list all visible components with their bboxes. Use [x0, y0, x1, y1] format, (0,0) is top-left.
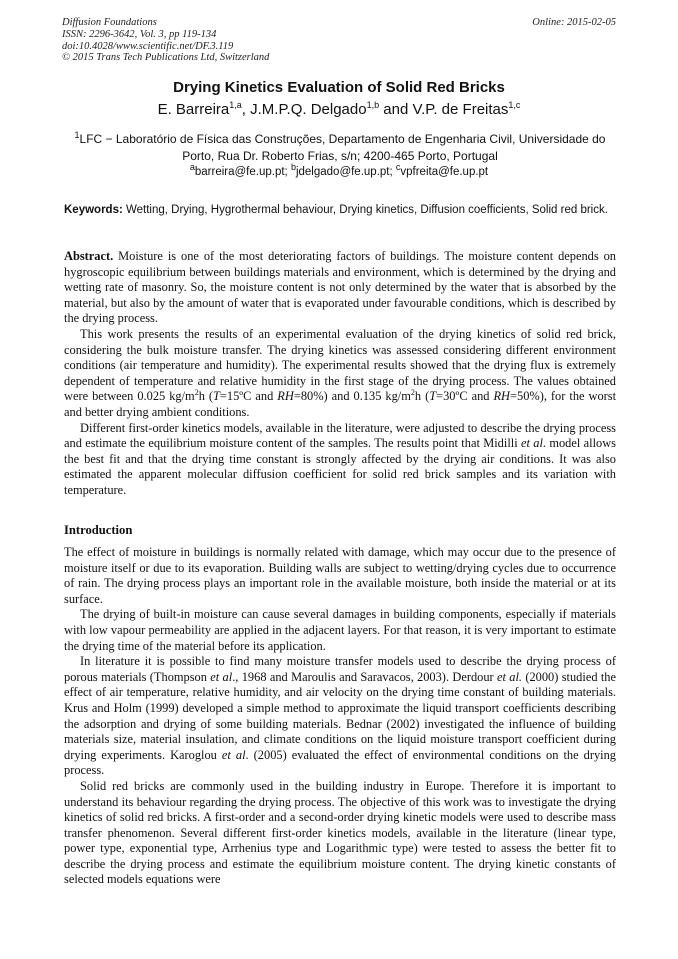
author-separator: ,	[241, 101, 251, 118]
email-link[interactable]: barreira@fe.up.pt;	[194, 166, 291, 178]
italic-run: et al	[210, 669, 233, 684]
author-list	[0, 101, 678, 118]
introduction-body	[64, 545, 616, 888]
abstract-label: Abstract.	[64, 249, 114, 263]
journal-name: Diffusion Foundations	[62, 17, 157, 28]
affiliation	[64, 131, 616, 165]
italic-run: T	[429, 389, 437, 404]
keywords	[64, 202, 616, 218]
body-paragraph: The effect of moisture in buildings is normally related with damage, which may occur due to the presence of moisture itself or due to its evaporation. Building walls are subject to wetting/drying cycles due to occurrence of rain. The drying process plays an important role in the available moisture, both inside the material or at its surface.	[64, 545, 616, 606]
text-run: =15ºC and	[219, 389, 278, 404]
keywords-label: Keywords:	[64, 204, 123, 216]
body-paragraph	[64, 654, 616, 779]
text-run: Different first-order kinetics models, available in the literature, were adjusted to describe the drying process and estimate the equilibrium moisture content of the samples. The results point that Midilli	[64, 420, 616, 451]
online-date: Online: 2015-02-05	[532, 17, 616, 28]
author-name: E. Barreira	[157, 101, 230, 118]
affiliation-marker: 1	[74, 130, 80, 140]
italic-run: et al	[221, 747, 246, 762]
journal-doi: doi:10.4028/www.scientific.net/DF.3.119	[62, 40, 234, 52]
superscript: 2	[194, 388, 199, 398]
email-link[interactable]: vpfreita@fe.up.pt	[400, 166, 489, 178]
abstract-paragraph	[64, 421, 616, 499]
text-run: . (2005) evaluated the effect of environmental conditions on the drying process.	[64, 747, 616, 778]
keywords-text: Wetting, Drying, Hygrothermal behaviour, Drying kinetics, Diffusion coefficients, Solid red brick.	[122, 204, 608, 216]
email-marker: c	[395, 162, 401, 173]
paper-title: Drying Kinetics Evaluation of Solid Red Bricks	[173, 79, 505, 96]
text-run: ., 1968 and Maroulis and Saravacos, 2003). Derdour	[232, 669, 497, 684]
body-paragraph: The drying of built-in moisture can cause several damages in building components, especially if materials with low vapour permeability are applied in the adjacent layers. For that reason, it is very important to estimate the drying time of the material before its application.	[64, 607, 616, 653]
journal-header	[62, 17, 616, 64]
text-run: =80%) and 0.135 kg/m	[293, 389, 411, 404]
author-separator: and	[379, 101, 413, 118]
abstract-text: Moisture is one of the most deteriorating factors of buildings. The moisture content depends on hygroscopic equilibrium between buildings materials and environment, which is determined by the drying and wetting rate of masonry. So, the moisture content is not only determined by the water that is absorbed by the material, but also by the amount of water that is evaporated under favourable conditions, which is described by the drying process.	[64, 249, 616, 326]
author-name: J.M.P.Q. Delgado	[250, 101, 367, 118]
text-run: This work presents the results of an experimental evaluation of the drying kinetics of solid red brick, considering the bulk moisture transfer. The drying kinetics was assessed considering different environment conditions (air temperature and humidity). The experimental results showed that the drying flux is extremely dependent of temperature and relative humidity in the first stage of the drying process. The values obtained were between 0.025 kg/m	[64, 326, 616, 404]
author-name: V.P. de Freitas	[412, 101, 509, 118]
affiliation-text: LFC − Laboratório de Física das Construções, Departamento de Engenharia Civil, Universidade do Porto, Rua Dr. Roberto Frias, s/n; 4200-465 Porto, Portugal	[79, 132, 606, 163]
abstract-paragraph	[64, 249, 616, 327]
italic-run: et al	[520, 436, 543, 451]
author-emails	[0, 162, 678, 178]
text-run: =50%), for the worst and better drying ambient conditions.	[64, 389, 617, 419]
author-affil-marker: 1,a	[229, 100, 242, 110]
italic-run: RH	[277, 389, 294, 404]
italic-run: T	[213, 389, 220, 404]
email-link[interactable]: jdelgado@fe.up.pt;	[295, 166, 396, 178]
text-run: =30ºC and	[436, 389, 494, 404]
text-run: (2000) studied the effect of air temperature, relative humidity, and air velocity on the drying time constant of building materials. Krus and Holm (1999) developed a simple method to approximate the liquid transport coefficients describing the adsorption and drying of some building materials. Bednar (2002) investigated the influence of building materials size, material insulation, and climate conditions on the liquid moisture transport coefficient during drying experiments. Karoglou	[64, 669, 616, 762]
email-marker: b	[290, 162, 296, 173]
journal-issn: ISSN: 2296-3642, Vol. 3, pp 119-134	[62, 28, 217, 40]
text-run: h (	[414, 389, 430, 404]
text-run: . model allows the best fit and that the drying time constant is strongly affected by the drying air conditions. It was also estimated the apparent molecular diffusion coefficient for solid red brick samples and its variation with temperature.	[64, 436, 616, 497]
text-run: h (	[198, 389, 214, 404]
journal-copyright: © 2015 Trans Tech Publications Ltd, Switzerland	[62, 52, 270, 64]
abstract-paragraph	[64, 327, 616, 421]
superscript: 2	[410, 388, 415, 398]
abstract	[64, 249, 616, 499]
email-marker: a	[189, 162, 195, 173]
body-paragraph: Solid red bricks are commonly used in the building industry in Europe. Therefore it is important to understand its behaviour regarding the drying process. The objective of this work was to investigate the drying kinetics of solid red bricks. A first-order and a second-order drying kinetic models were used to describe mass transfer phenomenon. Several different first-order kinetics models, available in the literature (linear type, power type, exponential type, Arrhenius type and Logarithmic type) were tested to assess the better fit to describe the drying process and estimate the equilibrium moisture content. The drying kinetic constants of selected models equations were	[64, 778, 616, 887]
text-run: In literature it is possible to find many moisture transfer models used to describe the drying process of porous materials (Thompson	[64, 654, 616, 684]
italic-run: et al.	[497, 669, 523, 684]
author-affil-marker: 1,c	[508, 100, 521, 110]
section-heading: Introduction	[64, 523, 133, 537]
italic-run: RH	[493, 389, 511, 404]
author-affil-marker: 1,b	[366, 100, 380, 110]
